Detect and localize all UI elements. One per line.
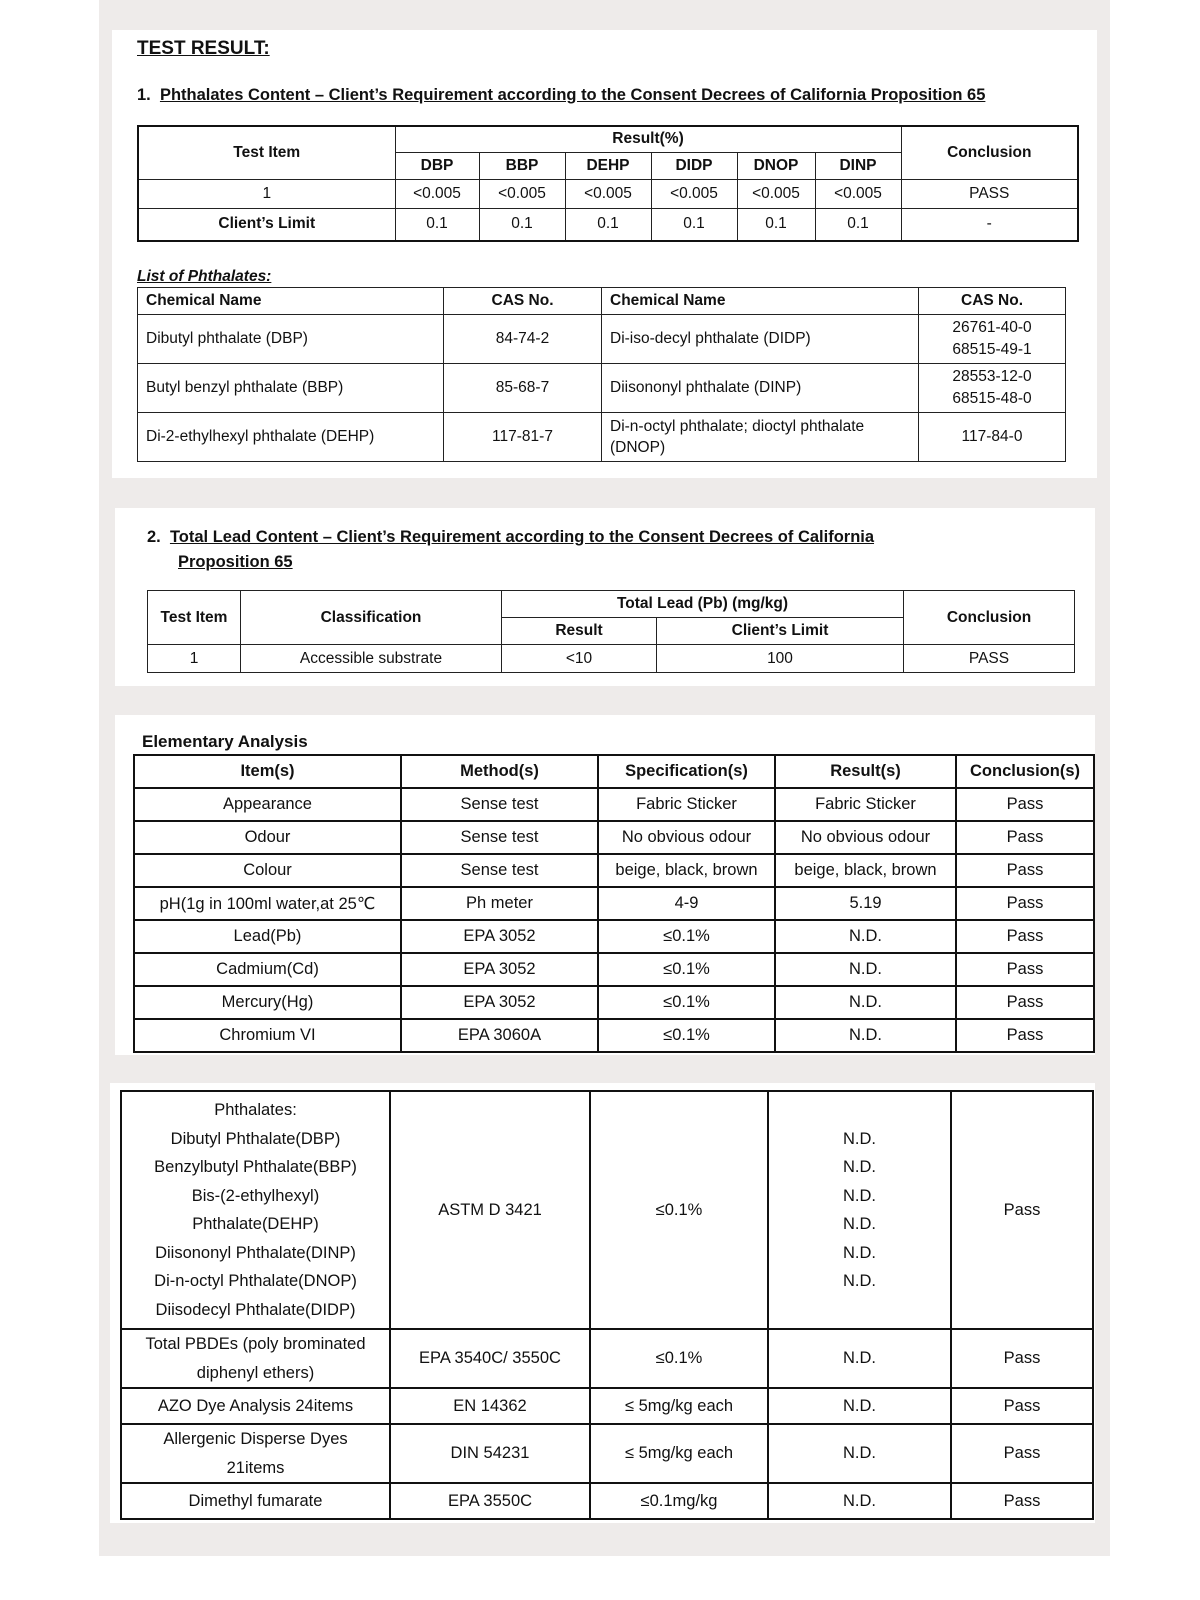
elementary-title: Elementary Analysis [142, 732, 308, 751]
cas-line: 68515-49-1 [952, 341, 1032, 358]
table-row [121, 1388, 1093, 1424]
spec-cell: beige, black, brown [598, 854, 775, 887]
col-header: BBP [479, 152, 565, 179]
item-cell: Odour [134, 821, 401, 854]
conclusion-cell: - [901, 208, 1078, 241]
cas-number: 117-81-7 [444, 413, 602, 462]
cas-number [919, 315, 1066, 364]
row-item: 1 [148, 645, 241, 673]
table-row [134, 887, 1094, 920]
result-cell: No obvious odour [775, 821, 956, 854]
test-item-header: Test Item [138, 126, 395, 179]
cell: <0.005 [565, 179, 651, 208]
section1-title-text: Phthalates Content – Client’s Requirement according to the Consent Decrees of California Proposition 65 [159, 86, 986, 104]
cell: 0.1 [737, 208, 815, 241]
item-cell: Colour [134, 854, 401, 887]
results-cell [768, 1091, 951, 1329]
method-cell: EPA 3052 [401, 953, 598, 986]
conclusion-cell: Pass [951, 1424, 1093, 1483]
conclusion-cell: PASS [901, 179, 1078, 208]
phthalates-item: Phthalates: [214, 1101, 297, 1119]
item-cell: Chromium VI [134, 1019, 401, 1052]
result-cell: 5.19 [775, 887, 956, 920]
section1-title [137, 86, 985, 105]
header-specs: Specification(s) [598, 755, 775, 788]
row-item: 1 [138, 179, 395, 208]
table-row [134, 1019, 1094, 1052]
phthalates-item: Di-n-octyl Phthalate(DNOP) [154, 1272, 357, 1290]
cas-line: 68515-48-0 [952, 390, 1032, 407]
cell: <0.005 [651, 179, 737, 208]
result-line: N.D. [843, 1272, 876, 1290]
method-cell: ASTM D 3421 [390, 1091, 590, 1329]
col-header: DBP [395, 152, 479, 179]
item-line: Allergenic Disperse Dyes [163, 1430, 348, 1448]
result-cell: N.D. [768, 1424, 951, 1483]
table-row [134, 920, 1094, 953]
result-cell: N.D. [768, 1329, 951, 1388]
result-line: N.D. [843, 1129, 876, 1148]
conclusion-cell: Pass [956, 887, 1094, 920]
section1-number: 1. [137, 86, 151, 104]
chemical-name: Butyl benzyl phthalate (BBP) [138, 364, 444, 413]
chemical-name: Di-iso-decyl phthalate (DIDP) [602, 315, 919, 364]
client-limit-header: Client’s Limit [657, 618, 904, 645]
conclusion-cell: Pass [956, 788, 1094, 821]
col-header: DEHP [565, 152, 651, 179]
result-line: N.D. [843, 1215, 876, 1233]
cas-line: 28553-12-0 [952, 368, 1032, 385]
section2-title-line2: Proposition 65 [178, 553, 293, 571]
table-row [134, 953, 1094, 986]
elementary-table [133, 754, 1095, 1053]
page-title: TEST RESULT: [137, 38, 270, 59]
cas-line: 26761-40-0 [952, 319, 1032, 336]
list-header: Chemical Name [602, 288, 919, 315]
phthalates-item: Diisononyl Phthalate(DINP) [155, 1243, 356, 1262]
spec-cell: ≤0.1mg/kg [590, 1483, 768, 1519]
spec-cell: ≤0.1% [598, 953, 775, 986]
item-cell: Lead(Pb) [134, 920, 401, 953]
spec-cell: ≤ 5mg/kg each [590, 1424, 768, 1483]
item-cell [121, 1424, 390, 1483]
method-cell: EN 14362 [390, 1388, 590, 1424]
result-cell: Fabric Sticker [775, 788, 956, 821]
item-cell: AZO Dye Analysis 24items [121, 1388, 390, 1424]
conclusion-cell: Pass [951, 1091, 1093, 1329]
result-cell: beige, black, brown [775, 854, 956, 887]
phthalates-item: Phthalate(DEHP) [192, 1215, 319, 1233]
cell: 0.1 [651, 208, 737, 241]
phthalates-item: Bis-(2-ethylhexyl) [191, 1186, 320, 1205]
list-header: Chemical Name [138, 288, 444, 315]
spec-cell: ≤0.1% [598, 986, 775, 1019]
table-row [121, 1329, 1093, 1388]
result-cell: N.D. [768, 1388, 951, 1424]
conclusion-header: Conclusion [904, 591, 1075, 645]
classification-header: Classification [241, 591, 502, 645]
method-cell: EPA 3052 [401, 920, 598, 953]
spec-cell: ≤ 5mg/kg each [590, 1388, 768, 1424]
spec-cell: No obvious odour [598, 821, 775, 854]
result-cell: N.D. [775, 920, 956, 953]
method-cell: Sense test [401, 821, 598, 854]
cell: 0.1 [395, 208, 479, 241]
conclusion-cell: Pass [951, 1483, 1093, 1519]
cas-number: 117-84-0 [919, 413, 1066, 462]
lead-table [147, 590, 1075, 673]
chemical-name: Diisononyl phthalate (DINP) [602, 364, 919, 413]
table-row [134, 821, 1094, 854]
conclusion-cell: Pass [951, 1329, 1093, 1388]
cell: 0.1 [479, 208, 565, 241]
table-row [121, 1424, 1093, 1483]
conclusion-cell: Pass [956, 854, 1094, 887]
cas-number: 84-74-2 [444, 315, 602, 364]
cas-number: 85-68-7 [444, 364, 602, 413]
conclusion-cell: Pass [956, 920, 1094, 953]
chemical-name: Dibutyl phthalate (DBP) [138, 315, 444, 364]
header-results: Result(s) [775, 755, 956, 788]
conclusion-cell: Pass [956, 1019, 1094, 1052]
list-header: CAS No. [919, 288, 1066, 315]
method-cell: EPA 3540C/ 3550C [390, 1329, 590, 1388]
result-header: Result(%) [395, 126, 901, 152]
item-cell: Appearance [134, 788, 401, 821]
phthalates-items-cell [121, 1091, 390, 1329]
result-line: N.D. [843, 1158, 876, 1176]
table-row [134, 986, 1094, 1019]
conclusion-cell: PASS [904, 645, 1075, 673]
item-cell: Cadmium(Cd) [134, 953, 401, 986]
result-cell: <10 [502, 645, 657, 673]
chemical-name: Di-n-octyl phthalate; dioctyl phthalate (DNOP) [602, 413, 919, 462]
phthalates-item: Diisodecyl Phthalate(DIDP) [155, 1300, 356, 1319]
limit-cell: 100 [657, 645, 904, 673]
conclusion-cell: Pass [956, 986, 1094, 1019]
item-cell: pH(1g in 100ml water,at 25℃ [134, 887, 401, 920]
result-line: N.D. [843, 1186, 876, 1205]
list-header: CAS No. [444, 288, 602, 315]
spec-cell: ≤0.1% [598, 1019, 775, 1052]
item-cell: Mercury(Hg) [134, 986, 401, 1019]
spec-cell: Fabric Sticker [598, 788, 775, 821]
cell: 0.1 [565, 208, 651, 241]
conclusion-cell: Pass [956, 821, 1094, 854]
phthalates-analysis-table [120, 1090, 1094, 1520]
section2-number: 2. [147, 528, 161, 546]
table-row [134, 788, 1094, 821]
method-cell: EPA 3052 [401, 986, 598, 1019]
row-item: Client’s Limit [138, 208, 395, 241]
chemical-name: Di-2-ethylhexyl phthalate (DEHP) [138, 413, 444, 462]
list-caption: List of Phthalates: [137, 268, 272, 285]
phthalates-list-table [137, 287, 1066, 462]
result-cell: N.D. [775, 1019, 956, 1052]
item-line: diphenyl ethers) [196, 1363, 315, 1382]
item-cell: Dimethyl fumarate [121, 1483, 390, 1519]
method-cell: DIN 54231 [390, 1424, 590, 1483]
cas-number [919, 364, 1066, 413]
item-line: 21items [226, 1458, 285, 1477]
method-cell: Sense test [401, 854, 598, 887]
result-cell: N.D. [775, 953, 956, 986]
item-line: Total PBDEs (poly brominated [145, 1335, 366, 1353]
col-header: DINP [815, 152, 901, 179]
section2-title-line1: Total Lead Content – Client’s Requirement according to the Consent Decrees of California [169, 528, 875, 546]
result-line: N.D. [843, 1243, 876, 1262]
cell: 0.1 [815, 208, 901, 241]
conclusion-cell: Pass [951, 1388, 1093, 1424]
spec-cell: ≤0.1% [590, 1329, 768, 1388]
phthalates-item: Benzylbutyl Phthalate(BBP) [154, 1158, 357, 1176]
table-row [134, 854, 1094, 887]
result-header: Result [502, 618, 657, 645]
conclusion-cell: Pass [956, 953, 1094, 986]
header-items: Item(s) [134, 755, 401, 788]
classification-cell: Accessible substrate [241, 645, 502, 673]
method-cell: Sense test [401, 788, 598, 821]
col-header: DNOP [737, 152, 815, 179]
conclusion-header: Conclusion [901, 126, 1078, 179]
header-conclusions: Conclusion(s) [956, 755, 1094, 788]
method-cell: EPA 3550C [390, 1483, 590, 1519]
phthalates-result-table [137, 125, 1079, 242]
method-cell: Ph meter [401, 887, 598, 920]
spec-cell: ≤0.1% [598, 920, 775, 953]
section2-title [147, 525, 874, 575]
phthalates-item: Dibutyl Phthalate(DBP) [170, 1129, 341, 1148]
cell: <0.005 [479, 179, 565, 208]
result-cell: N.D. [775, 986, 956, 1019]
col-header: DIDP [651, 152, 737, 179]
spec-cell: ≤0.1% [590, 1091, 768, 1329]
item-cell [121, 1329, 390, 1388]
cell: <0.005 [737, 179, 815, 208]
cell: <0.005 [395, 179, 479, 208]
total-lead-header: Total Lead (Pb) (mg/kg) [502, 591, 904, 618]
spec-cell: 4-9 [598, 887, 775, 920]
table-row [121, 1483, 1093, 1519]
cell: <0.005 [815, 179, 901, 208]
test-item-header: Test Item [148, 591, 241, 645]
header-methods: Method(s) [401, 755, 598, 788]
result-cell: N.D. [768, 1483, 951, 1519]
method-cell: EPA 3060A [401, 1019, 598, 1052]
